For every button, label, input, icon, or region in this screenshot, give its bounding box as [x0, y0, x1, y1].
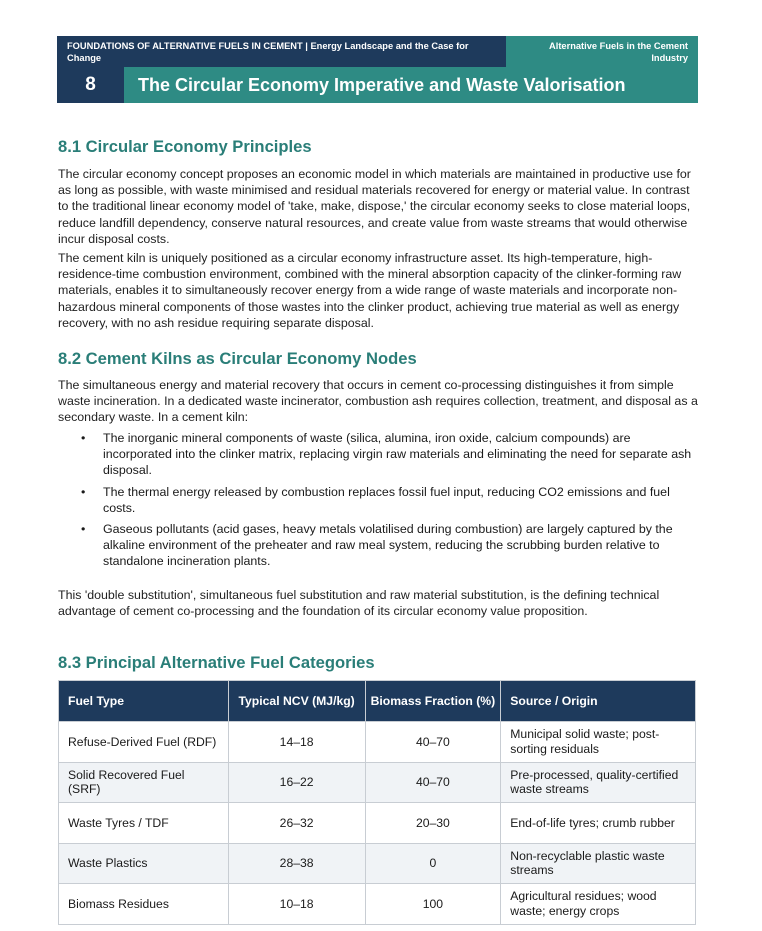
table-row: [59, 762, 696, 803]
table-cell: Agricultural residues; wood waste; energy crops: [501, 884, 696, 925]
table-row: [59, 803, 696, 844]
fuel-categories-table: [58, 680, 696, 925]
list-item-text: The thermal energy released by combustion replaces fossil fuel input, reducing CO2 emissions and fuel costs.: [103, 484, 670, 515]
table-cell: Pre-processed, quality-certified waste streams: [501, 762, 696, 803]
section-heading-8-3: 8.3 Principal Alternative Fuel Categories: [58, 653, 375, 672]
table-cell: 28–38: [228, 843, 365, 884]
column-header: Source / Origin: [501, 681, 696, 722]
column-header: Fuel Type: [59, 681, 229, 722]
paragraph: The circular economy concept proposes an economic model in which materials are maintained in productive use for as long as possible, with waste minimised and residual materials recovered for energy or material value. In contrast to the traditional linear economy model of 'take, make, dispose,' the circular economy seeks to close material loops, reduce landfill dependency, conserve natural resources, and create value from waste streams that would otherwise incur disposal costs.: [58, 167, 691, 246]
table-cell: 40–70: [365, 722, 501, 763]
running-header-left: FOUNDATIONS OF ALTERNATIVE FUELS IN CEMENT | Energy Landscape and the Case for Change: [57, 36, 506, 67]
table-cell: Non-recyclable plastic waste streams: [501, 843, 696, 884]
table-cell: 10–18: [228, 884, 365, 925]
page-header: [57, 36, 698, 103]
table-cell: 0: [365, 843, 501, 884]
table-cell: Biomass Residues: [59, 884, 229, 925]
bullet-icon: •: [81, 431, 86, 445]
list-item-text: Gaseous pollutants (acid gases, heavy metals volatilised during combustion) are largely captured by the alkaline environment of the preheater and raw meal system, reducing the scrubbing burden relative to standalone incineration plants.: [103, 522, 673, 569]
table-row: [59, 884, 696, 925]
table-cell: 14–18: [228, 722, 365, 763]
table-cell: Refuse-Derived Fuel (RDF): [59, 722, 229, 763]
bullet-list: [58, 430, 698, 575]
table-cell: End-of-life tyres; crumb rubber: [501, 803, 696, 844]
column-header: Typical NCV (MJ/kg): [228, 681, 365, 722]
paragraph: The cement kiln is uniquely positioned as a circular economy infrastructure asset. Its high-temperature, high-residence-time combustion environment, combined with the mineral absorption capacity of the clinker-forming raw materials, enables it to simultaneously recover energy from a wide range of waste materials and incorporate non-hazardous mineral components of those wastes into the clinker product, achieving true material as well as energy recovery, with no ash residue requiring separate disposal.: [58, 251, 682, 330]
table-cell: Waste Tyres / TDF: [59, 803, 229, 844]
table-cell: 40–70: [365, 762, 501, 803]
table-cell: Municipal solid waste; post-sorting residuals: [501, 722, 696, 763]
chapter-title: The Circular Economy Imperative and Waste Valorisation: [124, 67, 698, 103]
bullet-icon: •: [81, 522, 86, 537]
table-cell: Solid Recovered Fuel (SRF): [59, 762, 229, 803]
table-cell: 16–22: [228, 762, 365, 803]
list-item-text: The inorganic mineral components of waste (silica, alumina, iron oxide, calcium compounds) are incorporated into the clinker matrix, replacing virgin raw materials and eliminating the need for separate ash disposal.: [103, 431, 692, 478]
chapter-number: 8: [57, 67, 124, 103]
list-item: [58, 430, 698, 479]
table-header-row: [59, 681, 696, 722]
paragraph: This 'double substitution', simultaneous fuel substitution and raw material substitution, is the defining technical advantage of cement co-processing and the foundation of its circular economy value proposition.: [58, 588, 660, 619]
section-heading-8-1: 8.1 Circular Economy Principles: [58, 137, 312, 156]
running-header-right: Alternative Fuels in the Cement Industry: [506, 36, 698, 67]
list-item: [58, 521, 698, 570]
paragraph: The simultaneous energy and material recovery that occurs in cement co-processing distinguishes it from simple waste incineration. In a dedicated waste incinerator, combustion ash requires collection, treatment, and disposal as a secondary waste. In a cement kiln:: [58, 378, 698, 425]
column-header: Biomass Fraction (%): [365, 681, 501, 722]
table-cell: 100: [365, 884, 501, 925]
bullet-icon: •: [81, 484, 86, 499]
section-heading-8-2: 8.2 Cement Kilns as Circular Economy Nodes: [58, 349, 417, 368]
list-item: [58, 484, 698, 516]
table-row: [59, 722, 696, 763]
table-cell: 20–30: [365, 803, 501, 844]
table-cell: Waste Plastics: [59, 843, 229, 884]
table-row: [59, 843, 696, 884]
table-cell: 26–32: [228, 803, 365, 844]
